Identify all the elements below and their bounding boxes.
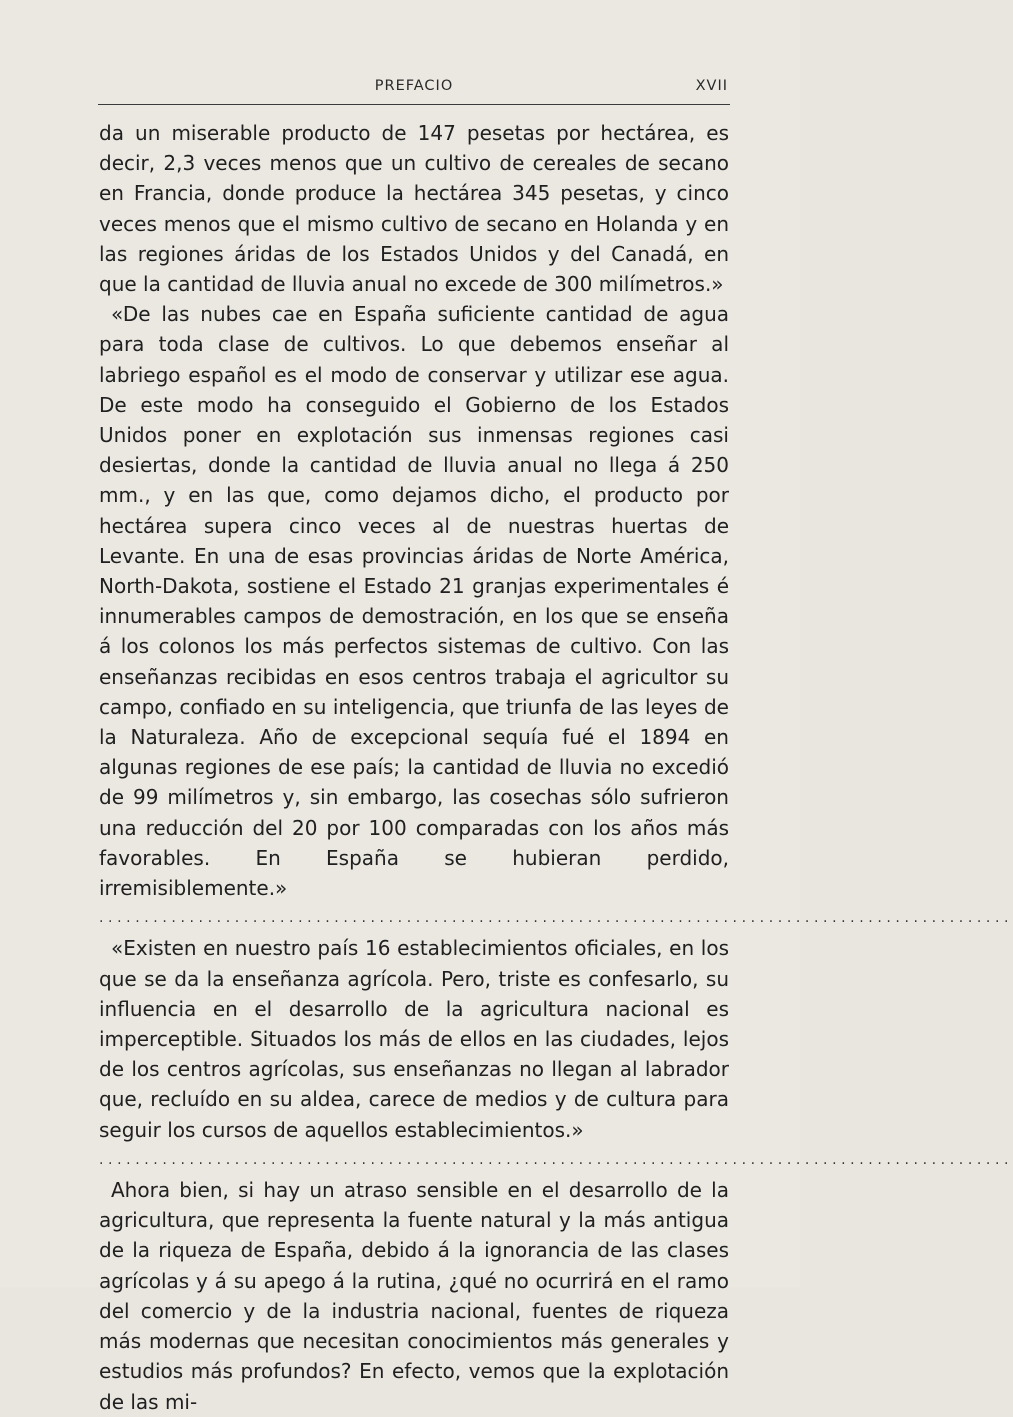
- header-rule: [98, 104, 730, 105]
- page-number: XVII: [695, 78, 728, 94]
- body-text: [99, 118, 1013, 1417]
- paragraph-3: «Existen en nuestro país 16 establecimientos oficiales, en los que se da la enseñanza agrícola. Pero, triste es confesarlo, su influencia en el desarrollo de la agricultura nacional es imperceptible. Situados los más de ellos en las ciudades, lejos de los centros agrícolas, sus enseñanzas no llegan al labrador que, recluído en su aldea, carece de medios y de cultura para seguir los cursos de aquellos establecimientos.»: [99, 936, 729, 1142]
- paragraph-1: da un miserable producto de 147 pesetas por hectárea, es decir, 2,3 veces menos que un cultivo de cereales de secano en Francia, donde produce la hectárea 345 pesetas, y cinco veces menos que el mismo cultivo de secano en Holanda y en las regiones áridas de los Estados Unidos y del Canadá, en que la cantidad de lluvia anual no excede de 300 milímetros.»: [99, 121, 729, 297]
- paragraph-4: Ahora bien, si hay un atraso sensible en el desarrollo de la agricultura, que representa la fuente natural y la más antigua de la riqueza de España, debido á la ignorancia de las clases agrícolas y á su apego á la rutina, ¿qué no ocurrirá en el ramo del comercio y de la industria nacional, fuentes de riqueza más modernas que necesitan conocimientos más generales y estudios más profundos? En efecto, vemos que la explotación de las mi-: [99, 1178, 729, 1414]
- ellipsis-line-1: .....................................................................................................: [99, 910, 1013, 927]
- ellipsis-line-2: .....................................................................................................: [99, 1151, 1013, 1168]
- running-head: [98, 78, 730, 104]
- running-head-title: PREFACIO: [374, 78, 454, 94]
- paragraph-2: «De las nubes cae en España suficiente cantidad de agua para toda clase de cultivos. Lo que debemos enseñar al labriego español es el modo de conservar y utilizar ese agua. De este modo ha conseguido el Gobierno de los Estados Unidos poner en explotación sus inmensas regiones casi desiertas, donde la cantidad de lluvia anual no llega á 250 mm., y en las que, como dejamos dicho, el producto por hectárea supera cinco veces al de nuestras huertas de Levante. En una de esas provincias áridas de Norte América, North-Dakota, sostiene el Estado 21 granjas experimentales é innumerables campos de demostración, en los que se enseña á los colonos los más perfectos sistemas de cultivo. Con las enseñanzas recibidas en esos centros trabaja el agricultor su campo, confiado en su inteligencia, que triunfa de las leyes de la Naturaleza. Año de excepcional sequía fué el 1894 en algunas regiones de ese país; la cantidad de lluvia no excedió de 99 milímetros y, sin embargo, las cosechas sólo sufrieron una reducción del 20 por 100 comparadas con los años más favorables. En España se hubieran perdido, irremisiblemente.»: [99, 302, 729, 901]
